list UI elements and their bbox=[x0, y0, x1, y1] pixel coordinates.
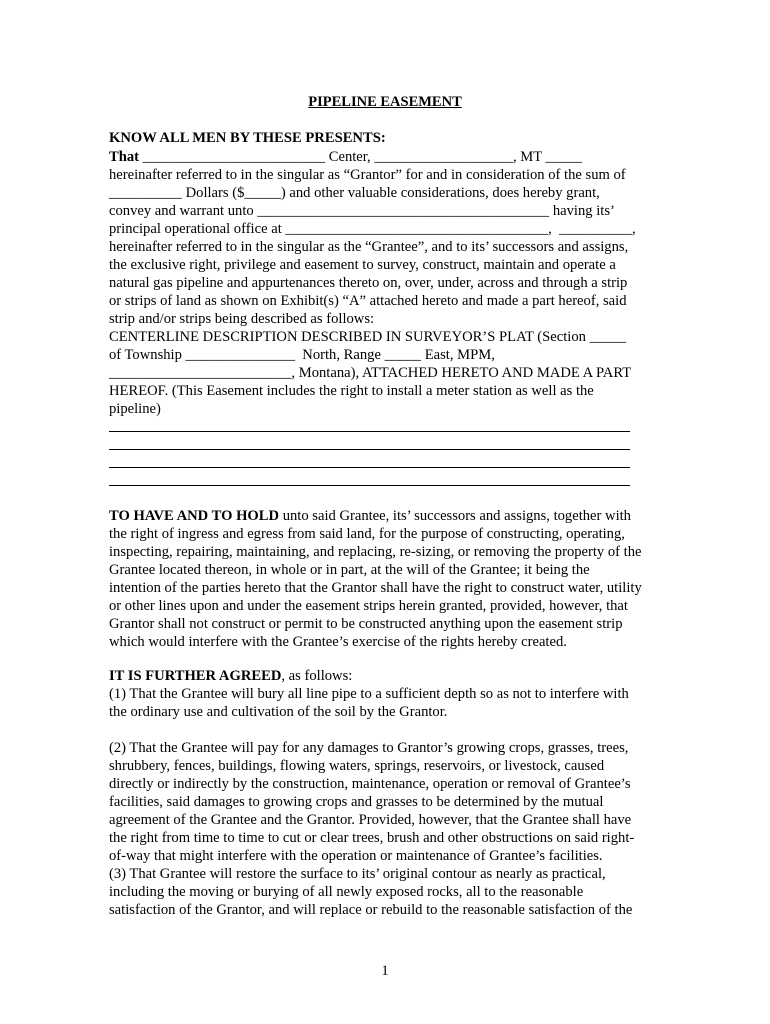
habendum-line: Grantor shall not construct or permit to be constructed anything upon the easement strip bbox=[109, 616, 623, 632]
habendum-lead: TO HAVE AND TO HOLD bbox=[109, 508, 280, 524]
description-blank-line bbox=[109, 485, 630, 486]
agreement-first-line-rest: , as follows: bbox=[281, 668, 353, 684]
clause-3-line: satisfaction of the Grantor, and will replace or rebuild to the reasonable satisfaction of the bbox=[109, 902, 633, 918]
habendum-first-line-rest: unto said Grantee, its’ successors and assigns, together with bbox=[279, 508, 631, 524]
clause-2-line: directly or indirectly by the construction, maintenance, operation or removal of Grantee’s bbox=[109, 776, 631, 792]
habendum-line: or other lines upon and under the easement strips herein granted, provided, however, that bbox=[109, 598, 628, 614]
habendum-line: intention of the parties hereto that the Grantor shall have the right to construct water, utility bbox=[109, 580, 642, 596]
agreement-lead: IT IS FURTHER AGREED bbox=[109, 668, 282, 684]
intro-first-word: That bbox=[109, 149, 140, 165]
intro-line: principal operational office at ____________________________________, __________, bbox=[109, 221, 636, 237]
clause-2-line: of-way that might interfere with the operation or maintenance of Grantee’s facilities. bbox=[109, 848, 603, 864]
clause-2-line: facilities, said damages to growing crops and grasses to be determined by the mutual bbox=[109, 794, 604, 810]
agreement-first-line bbox=[109, 667, 352, 685]
page-number: 1 bbox=[381, 963, 389, 979]
heading-know-all-men: KNOW ALL MEN BY THESE PRESENTS: bbox=[109, 130, 386, 146]
clause-2-line: the right from time to time to cut or clear trees, brush and other obstructions on said right- bbox=[109, 830, 635, 846]
habendum-line: which would interfere with the Grantee’s exercise of the rights hereby created. bbox=[109, 634, 567, 650]
intro-line: _________________________, Montana), ATTACHED HERETO AND MADE A PART bbox=[109, 365, 632, 381]
intro-line: HEREOF. (This Easement includes the right to install a meter station as well as the bbox=[109, 383, 594, 399]
intro-line: pipeline) bbox=[109, 401, 161, 417]
habendum-line: the right of ingress and egress from said land, for the purpose of constructing, operating, bbox=[109, 526, 625, 542]
habendum-line: Grantee located thereon, in whole or in part, at the will of the Grantee; it being the bbox=[109, 562, 590, 578]
clause-2-line: shrubbery, fences, buildings, flowing waters, springs, reservoirs, or livestock, caused bbox=[109, 758, 605, 774]
intro-line: CENTERLINE DESCRIPTION DESCRIBED IN SURVEYOR’S PLAT (Section _____ bbox=[109, 329, 627, 345]
intro-first-line bbox=[109, 148, 582, 166]
habendum-first-line bbox=[109, 507, 631, 525]
intro-line: strip and/or strips being described as follows: bbox=[109, 311, 375, 327]
clause-3-line: (3) That Grantee will restore the surface to its’ original contour as nearly as practical, bbox=[109, 866, 606, 882]
description-blank-line bbox=[109, 449, 630, 450]
intro-line: hereinafter referred to in the singular as “Grantor” for and in consideration of the sum of bbox=[109, 167, 626, 183]
clause-2-line: agreement of the Grantee and the Grantor. Provided, however, that the Grantee shall have bbox=[109, 812, 632, 828]
intro-line: the exclusive right, privilege and easement to survey, construct, maintain and operate a bbox=[109, 257, 616, 273]
document-title: PIPELINE EASEMENT bbox=[308, 94, 462, 110]
clause-1-line: the ordinary use and cultivation of the soil by the Grantor. bbox=[109, 704, 448, 720]
intro-line: hereinafter referred to in the singular as the “Grantee”, and to its’ successors and assigns, bbox=[109, 239, 629, 255]
intro-line: or strips of land as shown on Exhibit(s) “A” attached hereto and made a part hereof, said bbox=[109, 293, 627, 309]
intro-line: __________ Dollars ($_____) and other valuable considerations, does hereby grant, bbox=[109, 185, 600, 201]
description-blank-line bbox=[109, 431, 630, 432]
clause-3-line: including the moving or burying of all newly exposed rocks, all to the reasonable bbox=[109, 884, 584, 900]
intro-line: convey and warrant unto ________________________________________ having its’ bbox=[109, 203, 615, 219]
description-blank-line bbox=[109, 467, 630, 468]
intro-line: natural gas pipeline and appurtenances thereto on, over, under, across and through a strip bbox=[109, 275, 628, 291]
habendum-line: inspecting, repairing, maintaining, and replacing, re-sizing, or removing the property of the bbox=[109, 544, 642, 560]
intro-first-line-rest: _________________________ Center, ___________________, MT _____ bbox=[139, 149, 583, 165]
intro-line: of Township _______________ North, Range _____ East, MPM, bbox=[109, 347, 495, 363]
clause-2-line: (2) That the Grantee will pay for any damages to Grantor’s growing crops, grasses, trees, bbox=[109, 740, 629, 756]
clause-1-line: (1) That the Grantee will bury all line pipe to a sufficient depth so as not to interfere with bbox=[109, 686, 629, 702]
